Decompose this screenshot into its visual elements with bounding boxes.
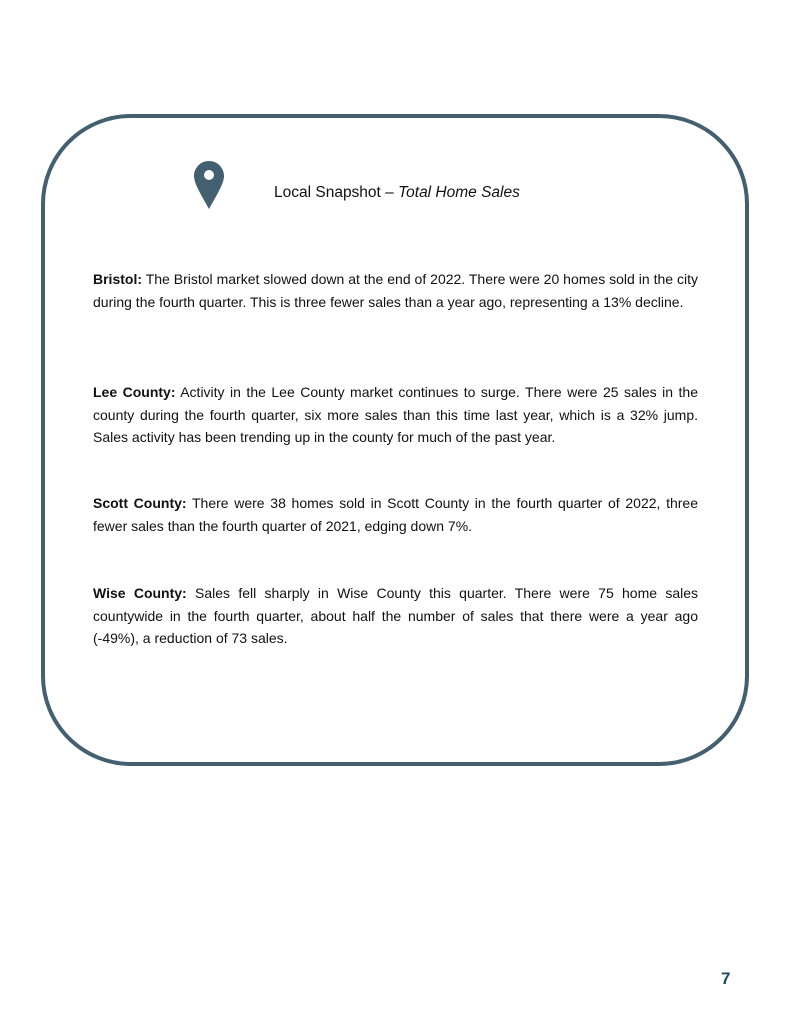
section-heading: Lee County: [93, 384, 176, 400]
page-number: 7 [721, 969, 731, 988]
location-pin-icon [193, 160, 225, 210]
section-text: There were 38 homes sold in Scott County in the fourth quarter of 2022, three fewer sales than the fourth quarter of 2021, edging down 7%. [93, 495, 699, 534]
snapshot-title-prefix: Local Snapshot – [274, 184, 399, 201]
section-heading: Scott County: [93, 495, 187, 511]
section-text: Sales fell sharply in Wise County this quarter. There were 75 home sales countywide in the fourth quarter, about half the number of sales that there were a year ago (-49%), a reduction of 73 sales. [93, 585, 699, 646]
section-text: Activity in the Lee County market continues to surge. There were 25 sales in the county during the fourth quarter, six more sales than this time last year, which is a 32% jump. Sales activity has been trending up in the county for much of the past year. [93, 384, 699, 445]
snapshot-title [274, 183, 520, 203]
section-bristol [93, 268, 698, 313]
section-heading: Bristol: [93, 271, 142, 287]
section-wise-county [93, 582, 698, 650]
section-text: The Bristol market slowed down at the end of 2022. There were 20 homes sold in the city during the fourth quarter. This is three fewer sales than a year ago, representing a 13% decline. [93, 271, 698, 310]
section-heading: Wise County: [93, 585, 187, 601]
snapshot-title-italic: Total Home Sales [398, 184, 520, 201]
section-lee-county [93, 381, 698, 449]
section-scott-county [93, 492, 698, 537]
